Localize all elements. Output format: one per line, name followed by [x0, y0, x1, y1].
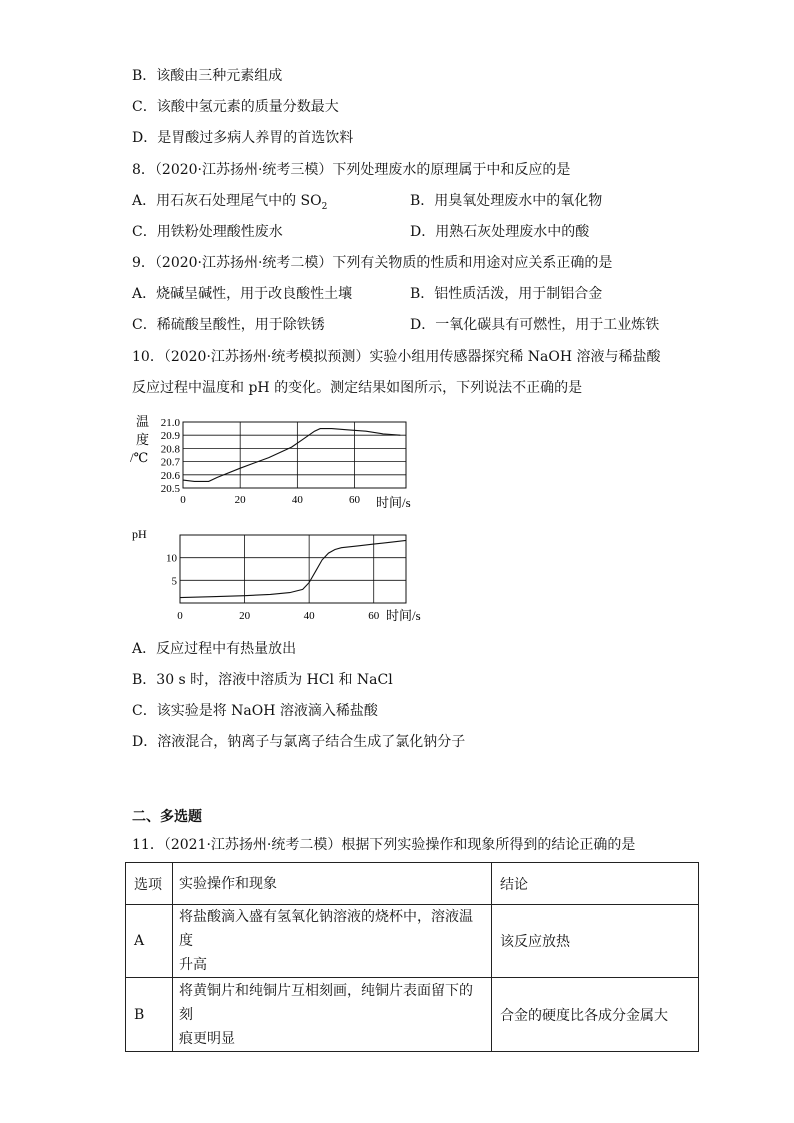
row-operation — [173, 978, 492, 1052]
header-conclusion: 结论 — [492, 863, 699, 905]
ph-plot-frame — [180, 535, 406, 603]
q9-option-c: C．稀硫酸呈酸性，用于除铁锈 — [132, 317, 325, 333]
q8-option-b: B．用臭氧处理废水中的氧化物 — [410, 193, 603, 209]
row-operation-line2: 升高 — [179, 957, 207, 973]
q8-option-a — [132, 192, 327, 216]
ph-series-line — [180, 540, 406, 597]
temp-y-tick-label: 20.8 — [160, 443, 180, 456]
row-operation-line1: 将黄铜片和纯铜片互相刻画，纯铜片表面留下的刻 — [179, 982, 473, 1023]
q8-option-c: C．用铁粉处理酸性废水 — [132, 224, 283, 240]
row-conclusion: 该反应放热 — [492, 905, 699, 978]
q9-option-b: B．铝性质活泼，用于制铝合金 — [410, 286, 603, 302]
table-row — [126, 905, 699, 978]
ph-ylabel: pH — [132, 527, 147, 541]
ph-y-tick-label: 5 — [171, 575, 177, 588]
row-option: A — [126, 905, 173, 978]
option-d: D．是胃酸过多病人养胃的首选饮料 — [132, 130, 354, 146]
temp-y-tick-label: 20.5 — [160, 483, 180, 495]
temp-x-tick-label: 40 — [291, 494, 303, 506]
temp-xlabel: 时间/s — [376, 495, 411, 510]
header-option: 选项 — [126, 863, 173, 905]
row-operation-line2: 痕更明显 — [179, 1030, 235, 1047]
q10-option-d: D．溶液混合，钠离子与氯离子结合生成了氯化钠分子 — [132, 734, 466, 750]
question-10-stem-line1: 10．（2020·江苏扬州·统考模拟预测）实验小组用传感器探究稀 NaOH 溶液与稀盐酸 — [132, 349, 661, 365]
row-conclusion: 合金的硬度比各成分金属大 — [492, 978, 699, 1052]
ph-y-tick-label: 10 — [166, 552, 177, 565]
row-operation — [173, 905, 492, 978]
q11-table — [125, 862, 699, 1052]
option-b: B．该酸由三种元素组成 — [132, 68, 283, 84]
q8-option-d: D．用熟石灰处理废水中的酸 — [410, 224, 590, 240]
temp-x-tick-label: 0 — [180, 494, 186, 506]
q8-option-a-text: A．用石灰石处理尾气中的 SO — [132, 193, 322, 209]
q9-option-a: A．烧碱呈碱性，用于改良酸性土壤 — [132, 286, 353, 302]
temp-x-tick-label: 20 — [234, 494, 246, 506]
question-9-stem: 9．（2020·江苏扬州·统考二模）下列有关物质的性质和用途对应关系正确的是 — [132, 255, 613, 271]
q10-option-b: B．30 s 时，溶液中溶质为 HCl 和 NaCl — [132, 672, 393, 688]
temp-y-tick-label: 20.7 — [160, 456, 180, 469]
ph-xlabel: 时间/s — [386, 608, 421, 623]
question-11-stem: 11．（2021·江苏扬州·统考二模）根据下列实验操作和现象所得到的结论正确的是 — [132, 837, 636, 853]
question-8-stem: 8．（2020·江苏扬州·统考三模）下列处理废水的原理属于中和反应的是 — [132, 162, 571, 178]
temp-ylabel-part3: /℃ — [130, 450, 149, 465]
section-title: 二、多选题 — [132, 809, 202, 825]
table-header-row — [126, 863, 699, 905]
question-10-stem-line2: 反应过程中温度和 pH 的变化。测定结果如图所示，下列说法不正确的是 — [132, 380, 583, 396]
row-operation-line1: 将盐酸滴入盛有氢氧化钠溶液的烧杯中，溶液温度 — [179, 909, 473, 949]
temp-y-tick-label: 20.6 — [160, 469, 180, 482]
option-c: C．该酸中氢元素的质量分数最大 — [132, 99, 339, 115]
temp-x-tick-label: 60 — [349, 494, 361, 506]
q8-option-a-subscript: 2 — [321, 201, 328, 212]
temp-y-tick-label: 20.9 — [160, 430, 180, 443]
temperature-chart — [128, 410, 438, 515]
temp-ylabel-part2: 度 — [136, 432, 150, 447]
q10-option-c: C．该实验是将 NaOH 溶液滴入稀盐酸 — [132, 703, 378, 719]
row-option: B — [126, 978, 173, 1052]
q10-option-a: A．反应过程中有热量放出 — [132, 641, 297, 657]
ph-chart — [128, 522, 438, 627]
table-row — [126, 978, 699, 1052]
ph-x-tick-label: 60 — [368, 610, 380, 622]
ph-x-tick-label: 40 — [303, 610, 315, 622]
ph-x-tick-label: 0 — [177, 610, 183, 622]
temperature-series-line — [183, 429, 400, 482]
header-operation: 实验操作和现象 — [173, 863, 492, 905]
temp-ylabel-part1: 温 — [136, 414, 150, 429]
temp-y-tick-label: 21.0 — [160, 417, 180, 429]
q9-option-d: D．一氧化碳具有可燃性，用于工业炼铁 — [410, 317, 660, 333]
ph-x-tick-label: 20 — [239, 610, 251, 622]
